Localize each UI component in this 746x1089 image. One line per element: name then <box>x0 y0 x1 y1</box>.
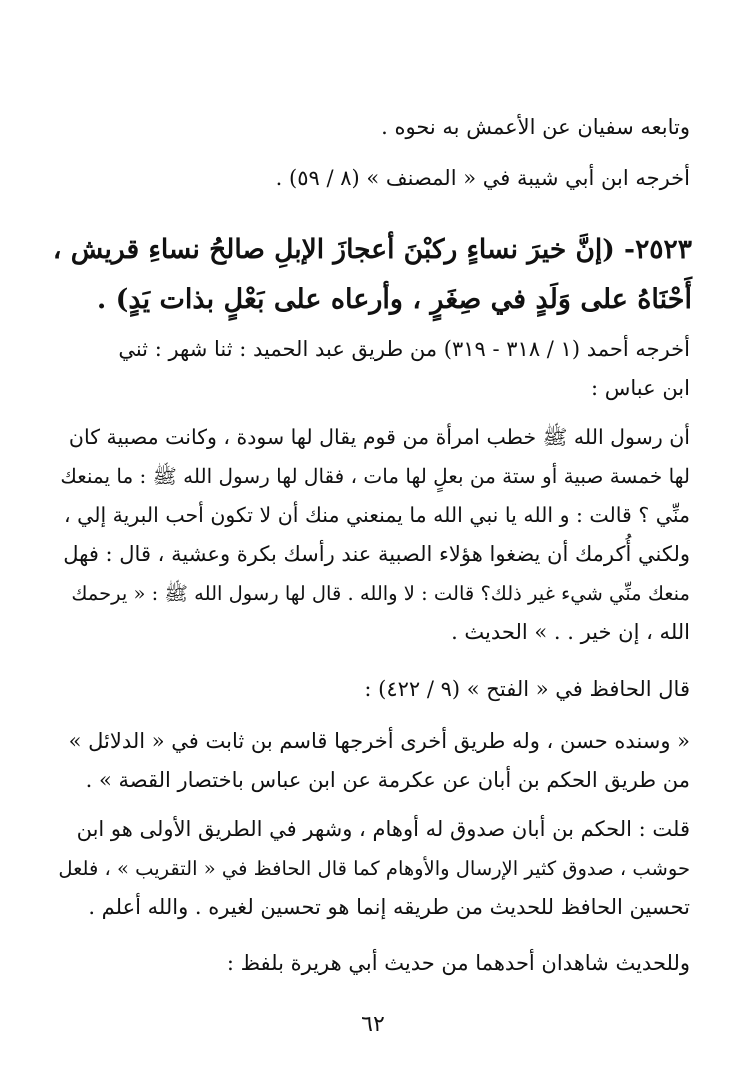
hafiz-quote-intro <box>58 670 690 709</box>
text-line: الله ، إن خير . . » الحديث . <box>451 620 690 644</box>
text-line: ولكني أُكرمك أن يضغوا هؤلاء الصبية عند رأسك بكرة وعشية ، قال : فهل <box>63 542 690 566</box>
text-line: أخرجه ابن أبي شيبة في « المصنف » (٨ / ٥٩) . <box>275 166 690 190</box>
text-line: تحسين الحافظ للحديث من طريقه إنما هو تحسين لغيره . والله أعلم . <box>88 895 690 919</box>
text-line: من طريق الحكم بن أبان عن عكرمة عن ابن عباس باختصار القصة » . <box>85 768 690 792</box>
text-line: أخرجه أحمد (١ / ٣١٨ - ٣١٩) من طريق عبد الحميد : ثنا شهر : ثني <box>118 337 690 361</box>
story-block <box>58 418 690 652</box>
page-number: ٦٢ <box>361 1012 385 1037</box>
hadith-line: ٢٥٢٣- (إنَّ خيرَ نساءٍ ركبْنَ أعجازَ الإبلِ صالحُ نساءِ قريش ، <box>52 234 692 265</box>
text-line: منِّي ؟ قالت : و الله يا نبي الله ما يمنعني منك أن لا تكون أحب البرية إلي ، <box>64 503 690 527</box>
intro-block <box>120 108 690 198</box>
takhrij-block <box>58 330 690 408</box>
text-line: قال الحافظ في « الفتح » (٩ / ٤٢٢) : <box>364 677 690 701</box>
text-line: منعك منِّي شيء غير ذلك؟ قالت : لا والله . قال لها رسول الله ﷺ : « يرحمك <box>71 582 690 605</box>
text-line: وللحديث شاهدان أحدهما من حديث أبي هريرة بلفظ : <box>226 951 690 975</box>
isnad-block <box>58 722 690 800</box>
text-line: قلت : الحكم بن أبان صدوق له أوهام ، وشهر في الطريق الأولى هو ابن <box>76 817 690 841</box>
text-line: أن رسول الله ﷺ خطب امرأة من قوم يقال لها سودة ، وكانت مصبية كان <box>68 425 690 449</box>
text-line: ابن عباس : <box>591 376 690 400</box>
text-line: وتابعه سفيان عن الأعمش به نحوه . <box>381 115 690 139</box>
text-line: لها خمسة صبية أو ستة من بعلٍ لها مات ، فقال لها رسول الله ﷺ : ما يمنعك <box>60 464 690 488</box>
hadith-line: أَحْنَاهُ على وَلَدٍ في صِغَرٍ ، وأرعاه على بَعْلٍ بذات يَدٍ) . <box>96 284 692 315</box>
comment-block <box>58 810 690 927</box>
hadith-text <box>52 225 692 325</box>
witness-block <box>120 944 690 983</box>
text-line: « وسنده حسن ، وله طريق أخرى أخرجها قاسم بن ثابت في « الدلائل » <box>68 729 690 753</box>
text-line: حوشب ، صدوق كثير الإرسال والأوهام كما قال الحافظ في « التقريب » ، فلعل <box>58 857 690 880</box>
